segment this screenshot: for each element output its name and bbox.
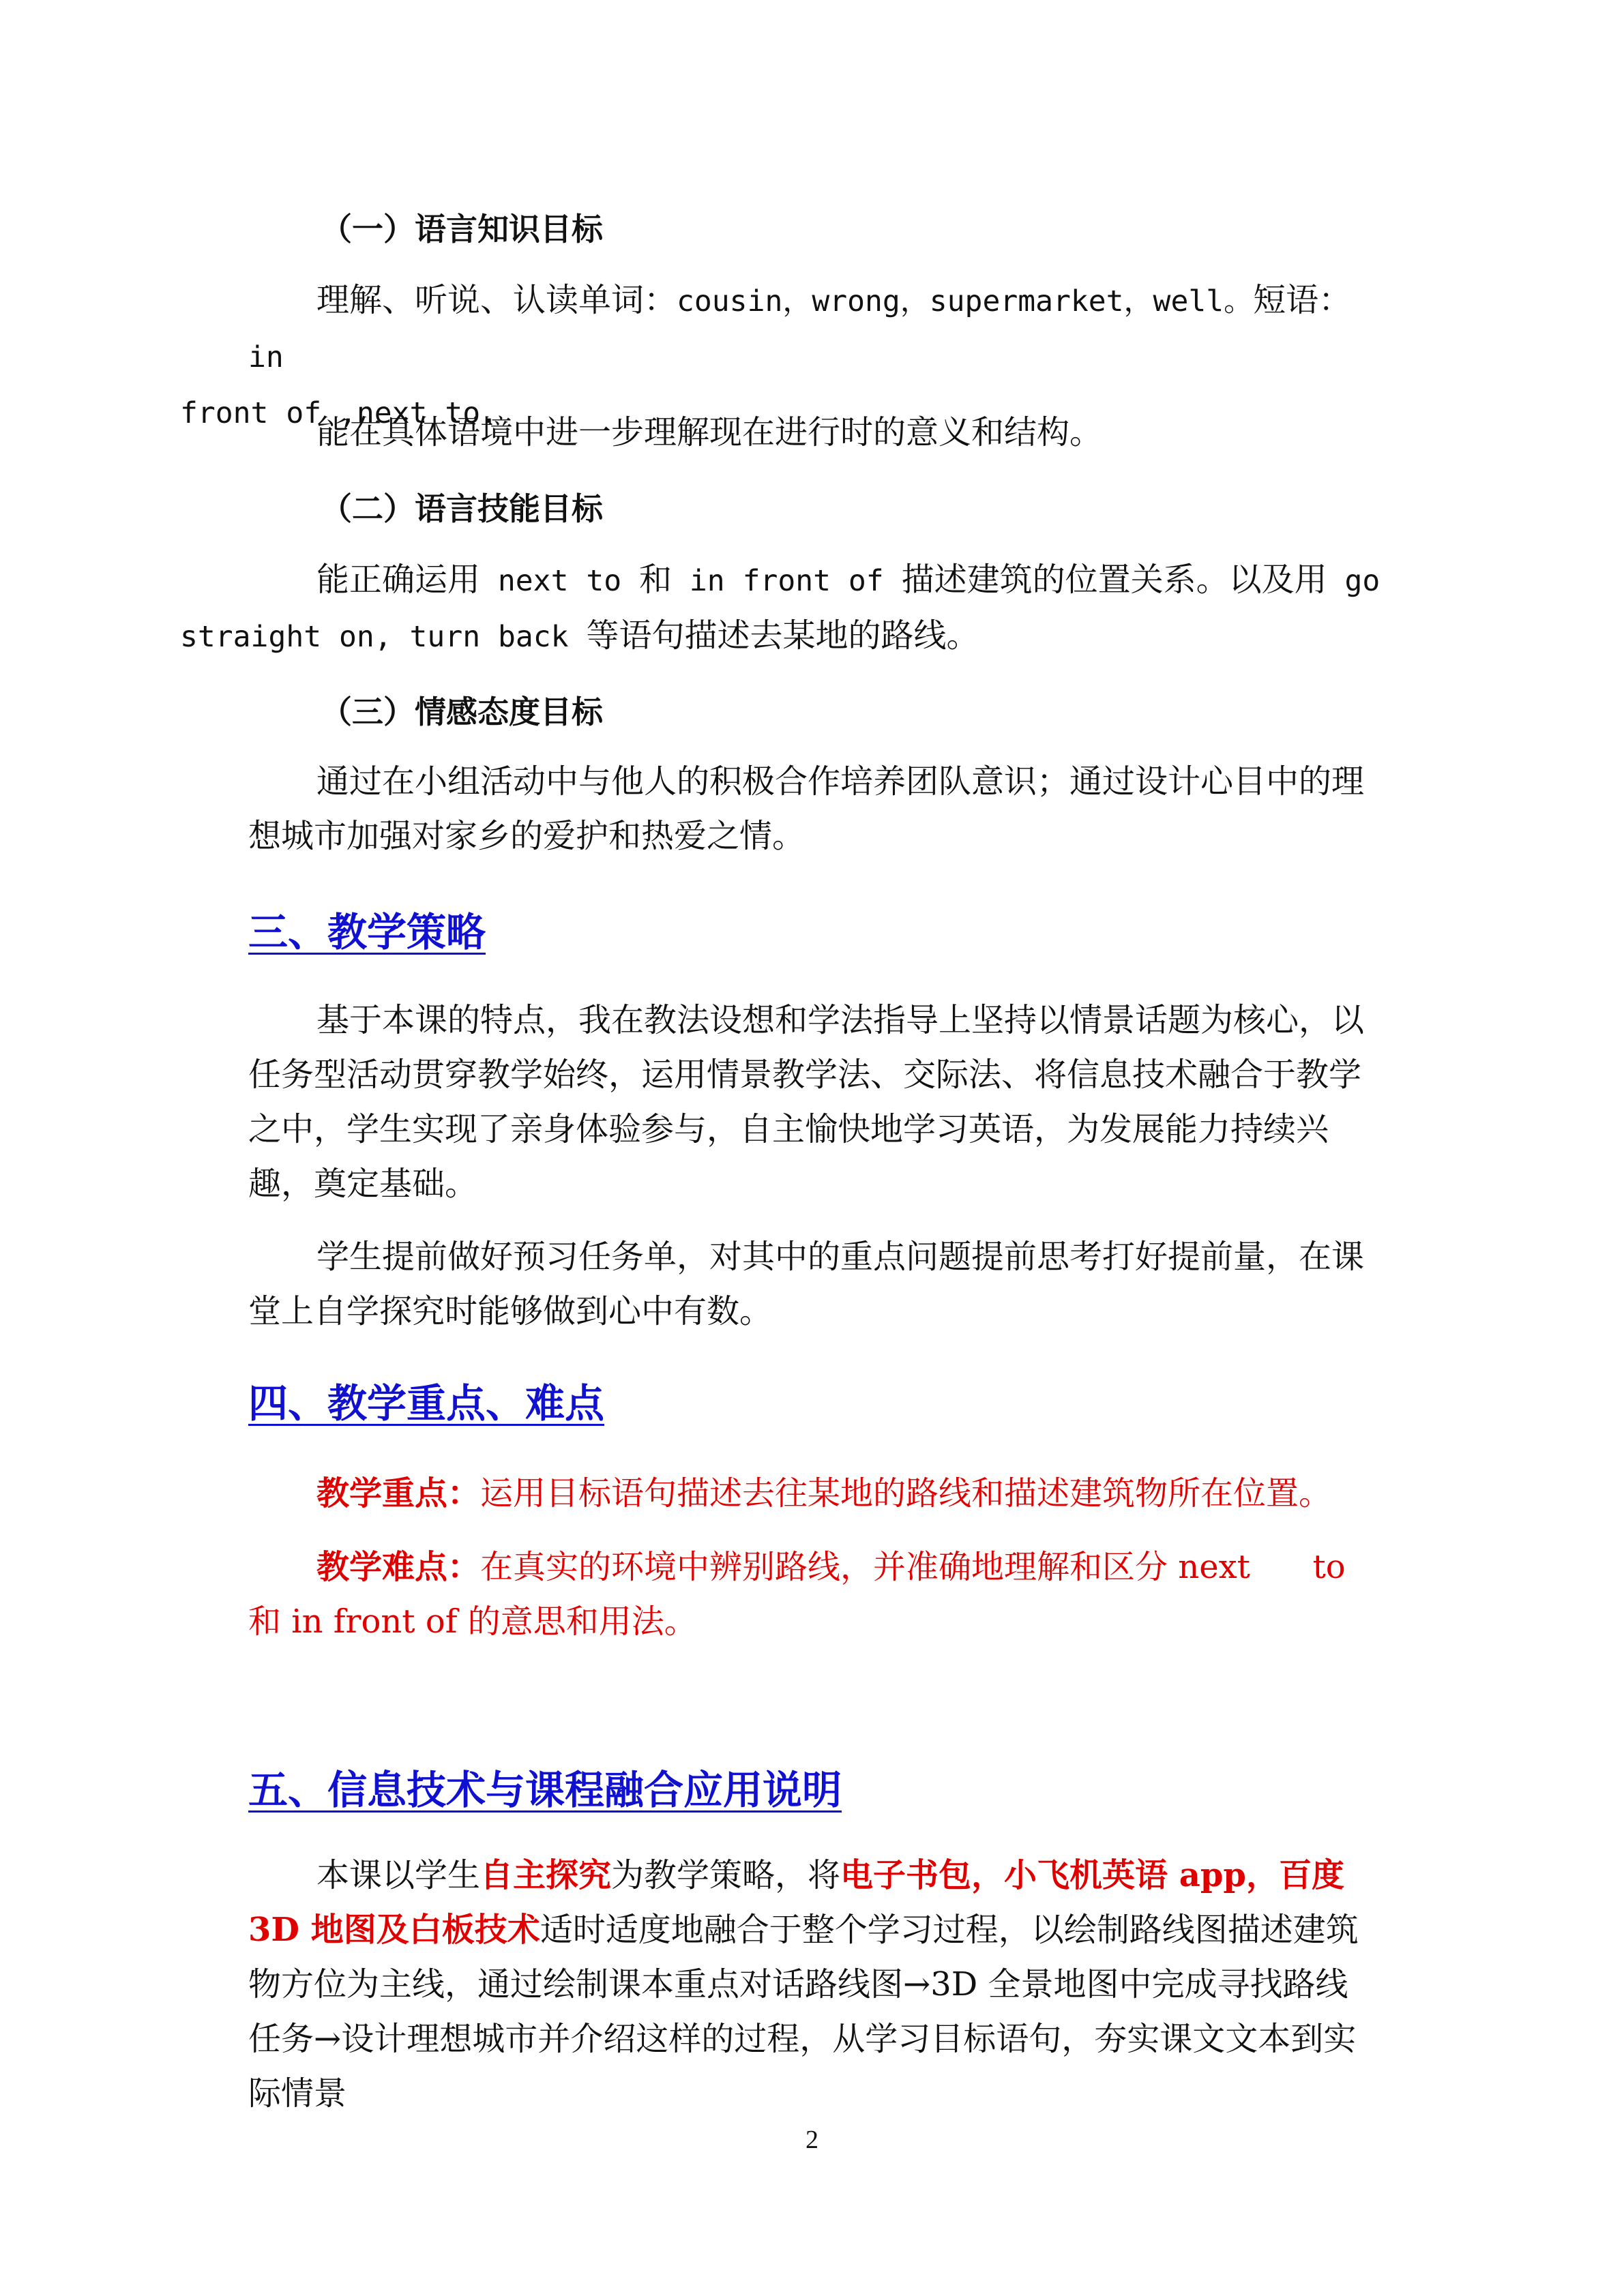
phrases-list: front of ,next to. [180,396,498,430]
paragraph-difficult-point [248,1540,1381,1649]
phrase-in: in [248,340,284,374]
difficult-point-text: 在真实的环境中辨别路线，并准确地理解和区分 next to 和 in front of 的意思和用法。 [248,1548,1356,1641]
subheading-emotional-attitude: （三）情感态度目标 [321,694,603,730]
phrase-straight-on: straight on, turn back [180,620,587,654]
paragraph-key-point [248,1466,1381,1521]
difficult-point-label: 教学难点： [316,1548,481,1586]
key-point-text: 运用目标语句描述去往某地的路线和描述建筑物所在位置。 [480,1474,1332,1512]
it-description: 适时适度地融合于整个学习过程，以绘制路线图描述建筑物方位为主线，通过绘制课本重点对话路线图→3D 全景地图中完成寻找路线任务→设计理想城市并介绍这样的过程，从学习目标语句，夯实课文文本到实际情景 [248,1911,1359,2113]
paragraph-strategy-1: 基于本课的特点，我在教法设想和学法指导上坚持以情景话题为核心，以任务型活动贯穿教学始终，运用情景教学法、交际法、将信息技术融合于教学之中，学生实现了亲身体验参与，自主愉快地学习英语，为发展能力持续兴趣，奠定基础。 [248,1001,1365,1203]
skills-end: 等语句描述去某地的路线。 [586,616,979,655]
page-number: 2 [806,2126,818,2154]
skills-and: 和 [639,561,673,599]
heading-teaching-strategy: 三、教学策略 [248,909,486,955]
paragraph-emotional: 通过在小组活动中与他人的积极合作培养团队意识；通过设计心目中的理想城市加强对家乡的爱护和热爱之情。 [248,762,1365,855]
vocab-intro: 理解、听说、认读单词： [316,281,677,319]
paragraph-it-integration [248,1848,1381,2121]
it-self-exploration: 自主探究 [480,1856,612,1894]
phrases-label: 短语： [1253,281,1352,319]
phrase-go: go [1327,564,1381,598]
vocab-words: cousin，wrong，supermarket，well。 [677,284,1254,318]
phrase-next-to: next to [480,564,640,598]
subheading-language-knowledge: （一）语言知识目标 [321,211,603,248]
it-tools: 电子书包，小飞机英语 app，百度 3D 地图及白板技术 [248,1856,1356,1949]
skills-intro: 能正确运用 [316,561,481,599]
skills-mid: 描述建筑的位置关系。以及用 [901,561,1327,599]
subheading-language-skills: （二）语言技能目标 [321,490,603,527]
paragraph-strategy-2: 学生提前做好预习任务单，对其中的重点问题提前思考打好提前量，在课堂上自学探究时能够做到心中有数。 [248,1238,1365,1330]
key-point-label: 教学重点： [316,1474,481,1512]
it-intro: 本课以学生 [316,1856,481,1894]
heading-key-difficult-points: 四、教学重点、难点 [248,1380,605,1427]
paragraph-skills [180,552,1381,664]
phrase-in-front-of: in front of [672,564,902,598]
paragraph-present-continuous: 能在具体语境中进一步理解现在进行时的意义和结构。 [316,413,1103,451]
it-strategy: 为教学策略，将 [611,1856,841,1894]
heading-it-integration: 五、信息技术与课程融合应用说明 [248,1767,842,1813]
